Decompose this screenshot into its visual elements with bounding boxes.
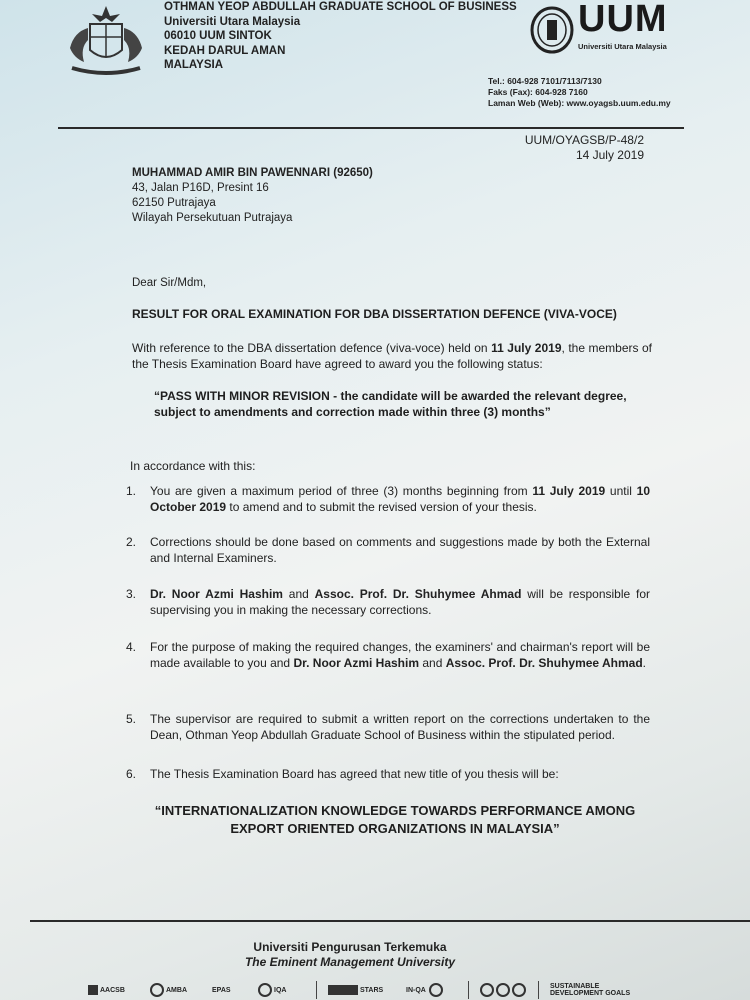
contact-web: Laman Web (Web): www.oyagsb.uum.edu.my <box>488 98 671 108</box>
epas-logo <box>212 980 231 1000</box>
intro-text: With reference to the DBA dissertation defence (viva-voce) held on <box>132 341 492 355</box>
coat-of-arms-icon <box>60 4 152 82</box>
reference-number: UUM/OYAGSB/P-48/2 <box>524 133 644 147</box>
aacsb-logo <box>88 980 125 1000</box>
item-text: The supervisor are required to submit a written report on the corrections undertaken to the Dean, Othman Yeop Abdullah Graduate School of Business within the stipulated period. <box>150 712 650 742</box>
stars-logo <box>328 980 383 1000</box>
seal-icon <box>512 983 526 997</box>
viva-date: 11 July 2019 <box>491 341 562 355</box>
reference-block <box>520 133 644 163</box>
institution-name: OTHMAN YEOP ABDULLAH GRADUATE SCHOOL OF BUSINESS <box>164 1 517 13</box>
new-thesis-title: “INTERNATIONALIZATION KNOWLEDGE TOWARDS PERFORMANCE AMONG EXPORT ORIENTED ORGANIZATIONS IN MALAYSIA” <box>154 803 636 836</box>
anniversary-logo <box>480 980 528 1000</box>
item-text-part: You are given a maximum period of three (3) months beginning from <box>150 484 533 498</box>
inqa-icon <box>429 983 443 997</box>
logo-label: IQA <box>274 986 287 994</box>
institution-address <box>164 0 517 73</box>
logo-label: STARS <box>360 986 384 994</box>
institution-line: KEDAH DARUL AMAN <box>164 44 286 57</box>
contact-phone: Tel.: 604-928 7101/7113/7130 <box>488 76 602 86</box>
recipient-address <box>132 166 373 226</box>
supervisor-name: Assoc. Prof. Dr. Shuhymee Ahmad <box>314 587 522 601</box>
inqa-logo <box>406 980 445 1000</box>
item-text-part: . <box>642 656 647 670</box>
item-number: 4. <box>126 640 137 654</box>
separator <box>316 981 317 999</box>
logo-separator <box>538 980 539 1000</box>
item-number: 6. <box>126 767 137 781</box>
logo-label: SUSTAINABLE DEVELOPMENT GOALS <box>550 983 631 997</box>
footer-motto: Universiti Pengurusan Terkemuka <box>253 940 447 954</box>
supervisor-name: Dr. Noor Azmi Hashim <box>150 587 283 601</box>
supervisor-name: Dr. Noor Azmi Hashim <box>293 656 420 670</box>
award-icon <box>496 983 510 997</box>
address-line: 43, Jalan P16D, Presint 16 <box>132 182 269 194</box>
uum-logo-text: UUM <box>578 0 668 40</box>
institution-line: 06010 UUM SINTOK <box>164 30 272 42</box>
logo-label: AMBA <box>166 986 187 994</box>
item-text-part: For the purpose of making the required changes, the examiners' and chairman's report will be made available to you and <box>150 640 650 670</box>
institution-line: MALAYSIA <box>164 59 223 71</box>
item-text-part: to amend and to submit the revised version of your thesis. <box>226 500 537 514</box>
sdg-logo <box>550 980 640 1000</box>
contact-details <box>488 76 671 109</box>
letter-date: 14 July 2019 <box>575 148 644 162</box>
logo-label: AACSB <box>100 986 125 994</box>
aacsb-icon <box>88 985 98 995</box>
item-text-part: and <box>282 587 315 601</box>
item-number: 2. <box>126 535 137 549</box>
supervisor-name: Assoc. Prof. Dr. Shuhymee Ahmad <box>445 656 643 670</box>
item-text <box>150 586 650 618</box>
item-text-part: until <box>605 484 637 498</box>
accordance-line: In accordance with this: <box>130 459 256 473</box>
uum-logo-subtext: Universiti Utara Malaysia <box>578 42 667 51</box>
item-text: Corrections should be done based on comments and suggestions made by both the External and Internal Examiners. <box>150 535 650 565</box>
footer-motto-english: The Eminent Management University <box>244 955 456 969</box>
item-text-part: and <box>419 656 446 670</box>
header-divider <box>58 127 684 129</box>
amba-logo <box>150 980 187 1000</box>
address-line: Wilayah Persekutuan Putrajaya <box>132 212 293 224</box>
logo-separator <box>316 980 317 1000</box>
contact-fax: Faks (Fax): 604-928 7160 <box>488 87 588 97</box>
subject-line: RESULT FOR ORAL EXAMINATION FOR DBA DISSERTATION DEFENCE (VIVA-VOCE) <box>132 307 617 321</box>
logo-separator <box>468 980 469 1000</box>
stars-icon <box>328 985 358 995</box>
item-text: The Thesis Examination Board has agreed that new title of you thesis will be: <box>150 767 559 781</box>
institution-line: Universiti Utara Malaysia <box>164 15 301 28</box>
separator <box>538 981 539 999</box>
uum-seal-icon <box>530 6 574 54</box>
item-text-part: will be responsible for supervising you in making the necessary corrections. <box>150 587 650 617</box>
logo-label: EPAS <box>212 986 231 994</box>
end-date: 10 October 2019 <box>150 484 650 514</box>
item-number: 1. <box>126 484 137 498</box>
item-number: 5. <box>126 712 137 726</box>
intro-text: , the members of the Thesis Examination Board have agreed to award you the following status: <box>132 341 653 371</box>
status-quote: “PASS WITH MINOR REVISION - the candidate will be awarded the relevant degree, subject to amendments and correction made within three (3) months” <box>154 389 627 419</box>
iqa-icon <box>258 983 272 997</box>
address-line: 62150 Putrajaya <box>132 197 216 209</box>
start-date: 11 July 2019 <box>532 484 606 498</box>
uum-logo <box>530 0 690 58</box>
iqa-logo <box>258 980 286 1000</box>
recipient-name: MUHAMMAD AMIR BIN PAWENNARI (92650) <box>132 167 373 179</box>
anniversary-icon <box>480 983 494 997</box>
logo-label: IN-QA <box>406 986 426 994</box>
separator <box>468 981 469 999</box>
accreditation-logos <box>88 980 648 1000</box>
item-number: 3. <box>126 587 137 601</box>
amba-icon <box>150 983 164 997</box>
item-text <box>150 483 650 515</box>
item-text <box>150 639 650 671</box>
salutation: Dear Sir/Mdm, <box>132 277 207 289</box>
intro-paragraph <box>132 340 652 372</box>
footer-divider <box>30 920 750 922</box>
